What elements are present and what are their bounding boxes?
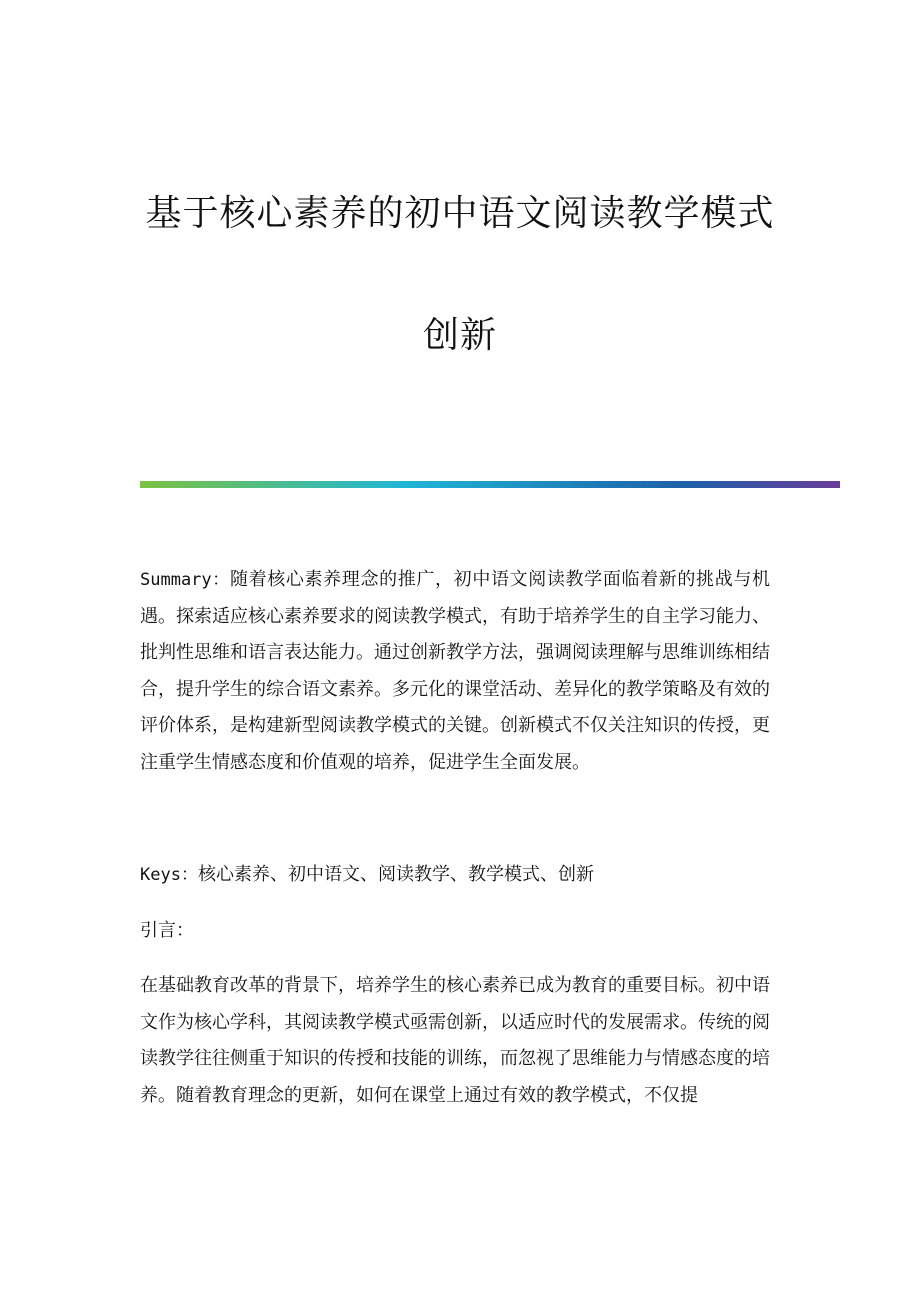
keywords-paragraph (140, 857, 770, 894)
gradient-divider (140, 481, 840, 488)
keywords-text: 核心素养、初中语文、阅读教学、教学模式、创新 (197, 864, 594, 885)
introduction-paragraph: 在基础教育改革的背景下，培养学生的核心素养已成为教育的重要目标。初中语文作为核心学科，其阅读教学模式亟需创新，以适应时代的发展需求。传统的阅读教学往往侧重于知识的传授和技能的训练，而忽视了思维能力与情感态度的培养。随着教育理念的更新，如何在课堂上通过有效的教学模式，不仅提 (140, 975, 770, 1106)
document-title-line-2: 创新 (422, 315, 497, 356)
introduction-heading: 引言： (140, 920, 194, 941)
keywords-label: Keys： (140, 865, 198, 885)
summary-paragraph (140, 562, 770, 781)
summary-label: Summary： (140, 570, 230, 590)
summary-text: 随着核心素养理念的推广，初中语文阅读教学面临着新的挑战与机遇。探索适应核心素养要求的阅读教学模式，有助于培养学生的自主学习能力、批判性思维和语言表达能力。通过创新教学方法，强调阅读理解与思维训练相结合，提升学生的综合语文素养。多元化的课堂活动、差异化的教学策略及有效的评价体系，是构建新型阅读教学模式的关键。创新模式不仅关注知识的传授，更注重学生情感态度和价值观的培养，促进学生全面发展。 (140, 569, 770, 773)
document-title-line-1: 基于核心素养的初中语文阅读教学模式 (145, 193, 775, 234)
